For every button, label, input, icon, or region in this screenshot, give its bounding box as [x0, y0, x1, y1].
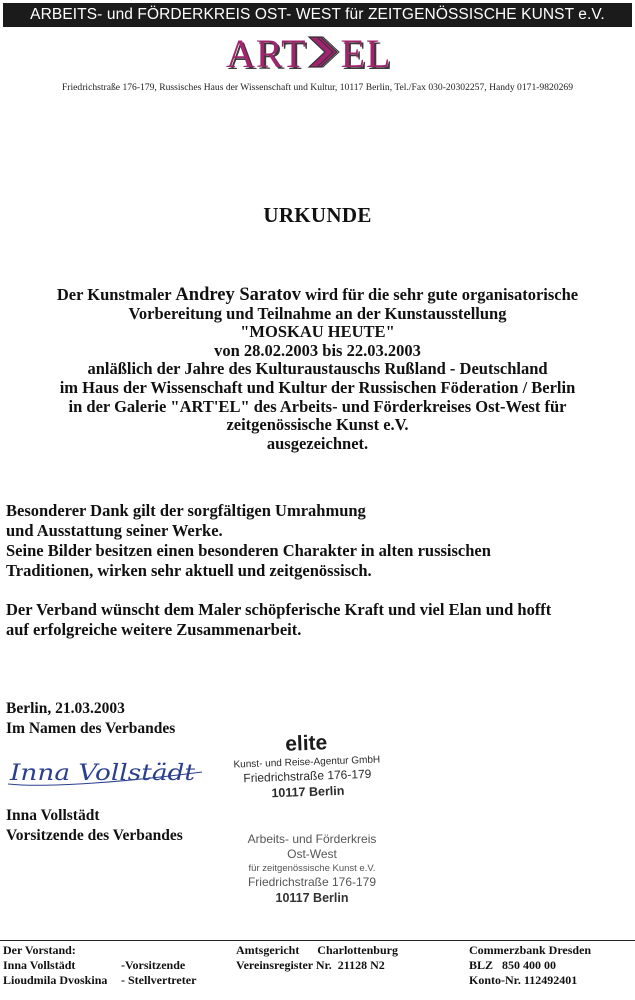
footer-board [3, 943, 107, 988]
paragraph-line: auf erfolgreiche weitere Zusammenarbeit. [6, 620, 302, 639]
stamp-line: 10117 Berlin [271, 783, 345, 801]
exhibition-title: "MOSKAU HEUTE" [240, 322, 395, 342]
statement-line-7: in der Galerie "ART'EL" des Arbeits- und Förderkreises Ost-West für [68, 396, 567, 416]
signer-name: Inna Vollstädt [6, 807, 100, 824]
paragraph-line: Besonderer Dank gilt der sorgfältigen Umrahmung [6, 501, 366, 520]
place-date: Berlin, 21.03.2003 [6, 700, 125, 717]
board-member: Inna Vollstädt [3, 958, 76, 972]
artist-name: Andrey Saratov [175, 285, 301, 305]
statement-line-2: Vorbereitung und Teilnahme an der Kunstausstellung [128, 303, 507, 323]
bank-account: Konto-Nr. 112492401 [469, 973, 578, 987]
stamp-line: Ost-West [287, 847, 337, 861]
statement-line-8: zeitgenössische Kunst e.V. [226, 415, 409, 435]
paragraph-line: Der Verband wünscht dem Maler schöpferische Kraft und viel Elan und hofft [6, 600, 552, 619]
footer-board-roles [121, 958, 196, 988]
statement-line-9: ausgezeichnet. [266, 433, 369, 453]
statement-prefix: Der Kunstmaler [56, 285, 172, 304]
board-title: Der Vorstand: [3, 943, 76, 957]
wishes-paragraph [6, 600, 631, 640]
thanks-paragraph [6, 501, 631, 581]
paragraph-line: Seine Bilder besitzen einen besonderen Charakter in alten russischen [6, 541, 491, 560]
registry-line: Vereinsregister Nr. 21128 N2 [236, 958, 385, 972]
board-member: Lioudmila Dvoskina [3, 973, 108, 987]
stamp-line: für zeitgenössische Kunst e.V. [248, 863, 376, 874]
paragraph-line: Traditionen, wirken sehr aktuell und zeitgenössisch. [6, 561, 372, 580]
header-banner: ARBEITS- und FÖRDERKREIS OST- WEST für ZEITGENÖSSISCHE KUNST e.V. [3, 3, 632, 27]
on-behalf-line: Im Namen des Verbandes [6, 719, 176, 737]
signer-role: Vorsitzende des Verbandes [6, 827, 183, 844]
chevron-logo-icon [307, 33, 341, 71]
svg-text:Inna Vollstädt: Inna Vollstädt [8, 761, 196, 786]
court-line: Amtsgericht Charlottenburg [236, 943, 398, 957]
statement-line-6: im Haus der Wissenschaft und Kultur der Russischen Föderation / Berlin [59, 377, 576, 397]
signer-block [6, 806, 183, 846]
stamp-line: Arbeits- und Förderkreis [247, 832, 377, 846]
stamp-line: Friedrichstraße 176-179 [243, 766, 372, 786]
elite-agency-stamp [221, 729, 393, 803]
stamp-line: elite [284, 731, 328, 756]
board-role: -Vorsitzende [121, 958, 186, 972]
logo-text-right: EL [340, 31, 392, 76]
statement-line-1 [0, 286, 635, 305]
stamp-line: Friedrichstraße 176-179 [247, 875, 377, 889]
footer-divider [0, 940, 635, 941]
footer-bank [469, 943, 591, 988]
header-address: Friedrichstraße 176-179, Russisches Haus der Wissenschaft und Kultur, 10117 Berlin, Tel./Fax 030-20302257, Handy 0171-9820269 [61, 82, 574, 93]
artel-logo [226, 30, 416, 78]
statement-line-5: anläßlich der Jahre des Kulturaustauschs Rußland - Deutschland [87, 359, 548, 379]
award-statement [0, 286, 635, 453]
association-stamp [232, 832, 392, 906]
document-title: URKUNDE [263, 203, 372, 227]
logo-text-left: ART [226, 31, 307, 76]
board-role: - Stellvertreter [121, 973, 197, 987]
exhibition-dates: von 28.02.2003 bis 22.03.2003 [214, 340, 421, 360]
stamp-line: 10117 Berlin [275, 891, 349, 905]
stamp-line: Kunst- und Reise-Agentur GmbH [233, 754, 381, 771]
paragraph-line: und Ausstattung seiner Werke. [6, 521, 223, 540]
statement-suffix: wird für die sehr gute organisatorische [305, 285, 579, 304]
footer [0, 943, 635, 998]
closing-block [6, 699, 175, 738]
bank-name: Commerzbank Dresden [469, 943, 592, 957]
bank-code: BLZ 850 400 00 [469, 958, 557, 972]
handwritten-signature [6, 752, 206, 792]
footer-registry [236, 943, 398, 973]
